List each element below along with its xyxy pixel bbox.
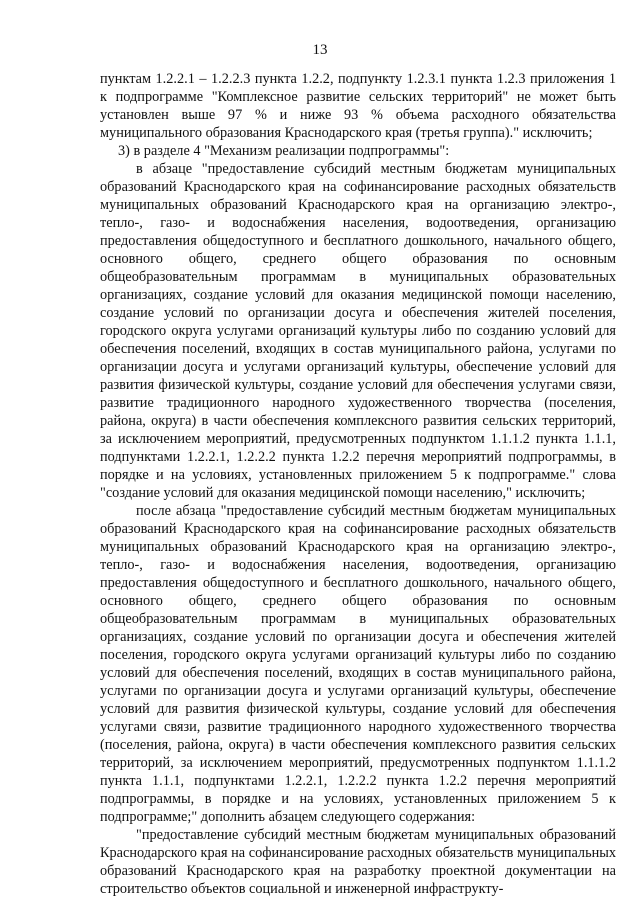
page-number: 13 xyxy=(312,42,328,58)
paragraph-new-text: "предоставление субсидий местным бюджетам муниципальных образований Краснодарского края на софинансирование расходных обязательств муниципальных образований Краснодарского края на разработку проектной документации на строительство объектов социальной и инженерной инфраструкту- xyxy=(100,827,616,897)
paragraph-item-3: 3) в разделе 4 "Механизм реализации подпрограммы": xyxy=(118,143,450,159)
paragraph-continuation: пунктам 1.2.2.1 – 1.2.2.3 пункта 1.2.2, подпункту 1.2.3.1 пункта 1.2.3 приложения 1 к подпрограмме "Комплексное развитие сельских территорий" не может быть установлен выше 97 % и ниже 93 % объема расходного обязательства муниципального образования Краснодарского края (третья группа)." исключить; xyxy=(100,71,616,141)
document-body xyxy=(100,70,616,898)
paragraph-amendment-1: в абзаце "предоставление субсидий местным бюджетам муниципальных образований Краснодарского края на софинансирование расходных обязательств муниципальных образований Краснодарского края на организацию электро-, тепло-, газо- и водоснабжения населения, водоотведения, организацию предоставления общедоступного и бесплатного дошкольного, начального общего, основного общего, среднего общего образования по основным общеобразовательным программам в муниципальных образовательных организациях, создание условий для оказания медицинской помощи населению, создание условий по организации досуга и обеспечения жителей поселения, городского округа услугами организаций культуры либо по созданию условий для обеспечения поселений, входящих в состав муниципального района, услугами по организации досуга и услугами организаций культуры, обеспечение условий для развития физической культуры, создание условий для обеспечения услугами связи, развитие традиционного народного художественного творчества (поселения, района, округа) в части обеспечения комплексного развития сельских территорий, за исключением мероприятий, предусмотренных подпунктом 1.1.1.2 пункта 1.1.1, подпунктами 1.2.2.1, 1.2.2.2 пункта 1.2.2 перечня мероприятий подпрограммы, в порядке и на условиях, установленных приложением 5 к подпрограмме." слова "создание условий для оказания медицинской помощи населению," исключить; xyxy=(100,161,616,501)
paragraph-amendment-2: после абзаца "предоставление субсидий местным бюджетам муниципальных образований Краснодарского края на софинансирование расходных обязательств муниципальных образований Краснодарского края на организацию электро-, тепло-, газо- и водоснабжения населения, водоотведения, организацию предоставления общедоступного и бесплатного дошкольного, начального общего, основного общего, среднего общего образования по основным общеобразовательным программам в муниципальных образовательных организациях, создание условий по организации досуга и обеспечения жителей поселения, городского округа услугами организаций культуры либо по созданию условий для обеспечения поселений, входящих в состав муниципального района, услугами по организации досуга и услугами организаций культуры, обеспечение условий для развития физической культуры, создание условий для обеспечения услугами связи, развитие традиционного народного художественного творчества (поселения, района, округа) в части обеспечения комплексного развития сельских территорий, за исключением мероприятий, предусмотренных подпунктом 1.1.1.2 пункта 1.1.1, подпунктами 1.2.2.1, 1.2.2.2 пункта 1.2.2 перечня мероприятий подпрограммы, в порядке и на условиях, установленных приложением 5 к подпрограмме;" дополнить абзацем следующего содержания: xyxy=(100,503,616,825)
